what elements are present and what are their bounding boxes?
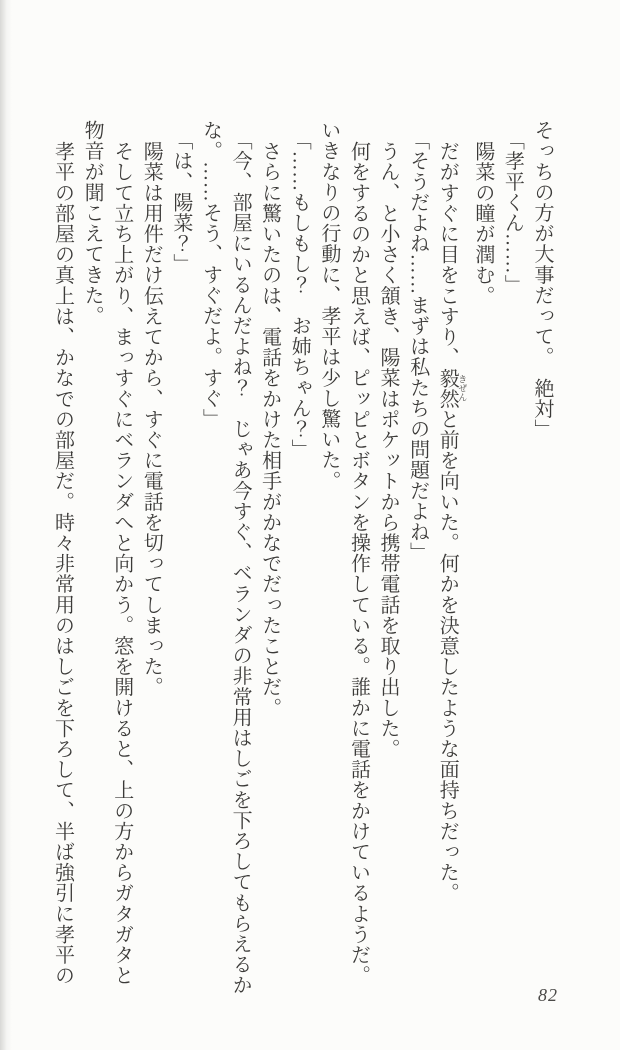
text-line: うん、と小さく頷き、陽菜はポケットから携帯電話を取り出した。 — [377, 141, 400, 759]
text-line: 陽菜は用件だけ伝えてから、すぐに電話を切ってしまった。 — [140, 141, 163, 698]
text-line: 物音が聞こえてきた。 — [81, 120, 104, 326]
text-line: 「……もしもし？ お姉ちゃん？」 — [288, 130, 311, 460]
text-line: いきなりの行動に、孝平は少し驚いた。 — [317, 120, 340, 491]
ruby-annotated-word: 毅然 きぜん — [436, 367, 468, 409]
text-line: 「今、部屋にいるんだよね？ じゃあ今すぐ、ベランダの非常用はしごを下ろしてもらえるか — [229, 130, 252, 996]
text-line: だがすぐに目をこすり、毅然 きぜんと前を向いた。何かを決意したような面持ちだった。 — [436, 141, 468, 904]
text-line: 何をするのかと思えば、ピッピとボタンを操作している。誰かに電話をかけているようだ。 — [347, 141, 370, 986]
page-edge-shadow — [0, 0, 12, 1050]
furigana: きぜん — [457, 367, 468, 409]
text-line: 陽菜の瞳が潤む。 — [471, 141, 494, 306]
text-line: そっちの方が大事だって。 絶対」 — [531, 120, 553, 440]
text-line: 「は、陽菜？」 — [169, 130, 192, 275]
text-line: 孝平の部屋の真上は、かなでの部屋だ。時々非常用のはしごを下ろして、半ば強引に孝平の — [51, 141, 74, 986]
text-line: 「孝平くん……」 — [501, 130, 524, 295]
page-number: 82 — [538, 985, 558, 1005]
text-line: そして立ち上がり、まっすぐにベランダへと向かう。窓を開けると、上の方からガタガタと — [110, 141, 133, 986]
text-line: 「そうだよね……まずは私たちの問題だよね」 — [406, 130, 429, 563]
text-columns — [47, 120, 556, 996]
text-line: な。……そう、すぐだよ。すぐ」 — [199, 120, 222, 429]
text-line: さらに驚いたのは、電話をかけた相手がかなでだったことだ。 — [258, 141, 281, 718]
